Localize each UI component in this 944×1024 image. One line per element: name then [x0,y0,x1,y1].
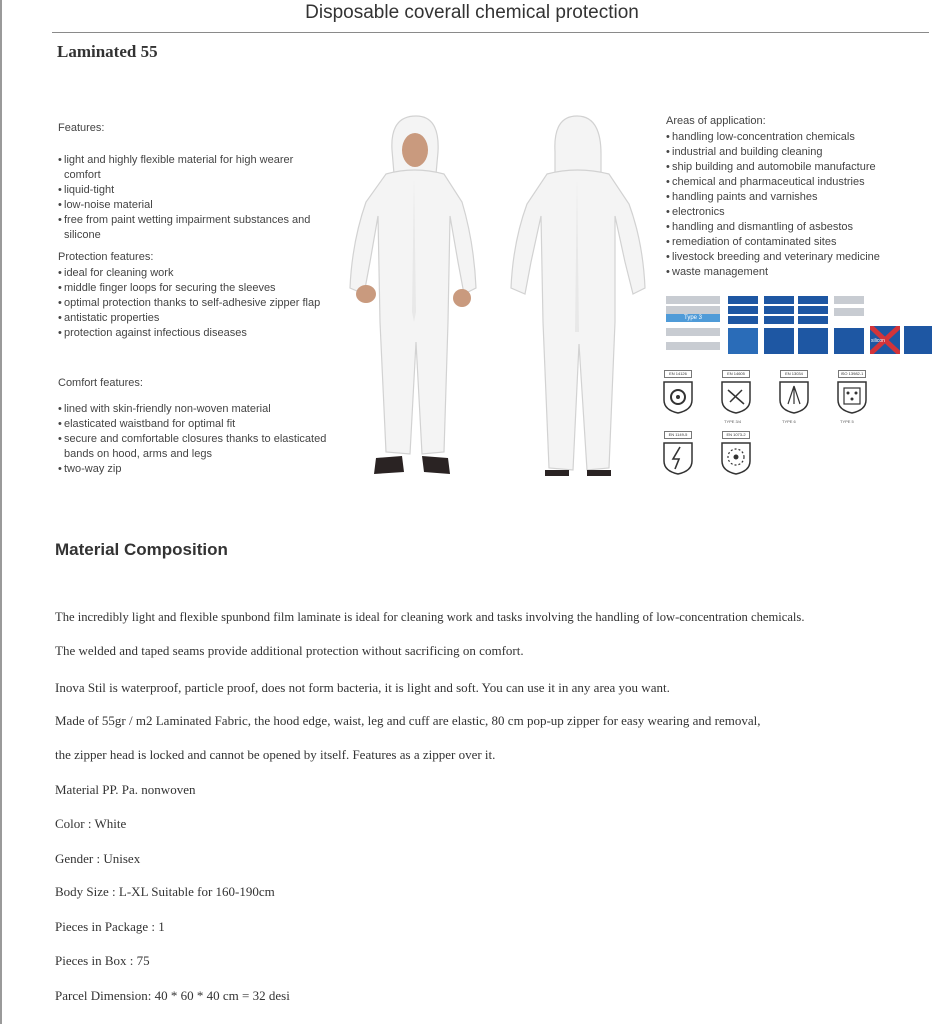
cert-type-label: TYPE 5 [840,419,854,424]
material-pieces-package: Pieces in Package : 1 [55,919,165,934]
antistatic-icon [660,441,696,475]
cert-tag: EN 1073-2 [722,431,750,439]
type-5-icon [764,296,794,354]
list-item: • optimal protection thanks to self-adhesive zipper flap [58,296,328,311]
protection-features-heading: Protection features: [58,251,154,263]
biohazard-icon [660,380,696,414]
particle-icon [834,380,870,414]
cert-tag: EN 14605 [722,370,750,378]
cert-tag: EN 14126 [664,370,692,378]
cert-badge-radioactive [718,431,754,480]
list-item: • middle finger loops for securing the sleeves [58,281,328,296]
type-4-icon [728,296,758,354]
list-item: • handling low-concentration chemicals [666,130,936,145]
material-color: Color : White [55,816,127,831]
list-item: • liquid-tight [58,183,328,198]
coverall-front-photo [340,112,484,478]
cert-badge-particle [834,370,870,419]
spray-icon [776,380,812,414]
page-title: Disposable coverall chemical protection [305,2,639,23]
cert-type-label: TYPE 6 [782,419,796,424]
liquid-jet-icon [718,380,754,414]
list-item: • two-way zip [58,462,333,477]
list-item: • ideal for cleaning work [58,266,328,281]
paint-compatibility-icon [904,326,932,354]
areas-heading: Areas of application: [666,115,766,127]
list-item: • secure and comfortable closures thanks to elasticated bands on hood, arms and legs [58,432,333,462]
silicone-free-icon [870,326,900,354]
list-item: • chemical and pharmaceutical industries [666,175,936,190]
radioactive-particle-icon [718,441,754,475]
cert-type-label: TYPE 3/4 [724,419,742,424]
protection-features-list [58,266,328,341]
type-3-label: Type 3 [666,314,720,322]
material-pieces-box: Pieces in Box : 75 [55,953,150,968]
type-3-icon [666,296,720,354]
cert-badge-spray [776,370,812,419]
list-item: • ship building and automobile manufacture [666,160,936,175]
material-parcel-dimension: Parcel Dimension: 40 * 60 * 40 cm = 32 desi [55,988,290,1003]
list-item: • electronics [666,205,936,220]
cert-badge-liquid-jet [718,370,754,419]
title-divider [52,32,929,33]
product-name: Laminated 55 [57,42,158,61]
material-line: the zipper head is locked and cannot be opened by itself. Features as a zipper over it. [55,747,496,762]
features-list [58,153,328,243]
material-gender: Gender : Unisex [55,851,141,866]
page-left-border [0,0,2,1024]
coverall-back-photo [505,112,650,478]
list-item: • livestock breeding and veterinary medicine [666,250,936,265]
list-item: • handling paints and varnishes [666,190,936,205]
type-6-icon [798,296,828,354]
features-heading: Features: [58,122,105,134]
list-item: • low-noise material [58,198,328,213]
cert-tag: EN 13034 [780,370,808,378]
protection-type-icons [666,296,932,354]
material-line: The welded and taped seams provide additional protection without sacrificing on comfort. [55,643,524,658]
cert-tag: ISO 13982-1 [838,370,866,378]
comfort-features-list [58,402,333,477]
list-item: • handling and dismantling of asbestos [666,220,936,235]
cert-badge-antistatic [660,431,696,480]
material-composition-heading: Material Composition [55,540,228,559]
areas-list [666,130,936,280]
cert-tag: EN 1149-5 [664,431,692,439]
list-item: • industrial and building cleaning [666,145,936,160]
list-item: • light and highly flexible material for high wearer comfort [58,153,328,183]
material-body-size: Body Size : L-XL Suitable for 160-190cm [55,884,275,899]
cert-badge-biohazard [660,370,696,419]
material-type: Material PP. Pa. nonwoven [55,782,196,797]
material-line: Made of 55gr / m2 Laminated Fabric, the hood edge, waist, leg and cuff are elastic, 80 cm pop-up zipper for easy wearing and removal, [55,713,761,728]
list-item: • waste management [666,265,936,280]
material-line: Inova Stil is waterproof, particle proof, does not form bacteria, it is light and soft. You can use it in any area you want. [55,680,670,695]
list-item: • lined with skin-friendly non-woven material [58,402,333,417]
material-line: The incredibly light and flexible spunbond film laminate is ideal for cleaning work and tasks involving the handling of low-concentration chemicals. [55,610,805,624]
list-item: • protection against infectious diseases [58,326,328,341]
list-item: • elasticated waistband for optimal fit [58,417,333,432]
silicone-label: silicon [871,338,885,344]
list-item: • free from paint wetting impairment substances and silicone [58,213,328,243]
list-item: • remediation of contaminated sites [666,235,936,250]
antistatic-type-icon [834,296,864,354]
comfort-features-heading: Comfort features: [58,377,143,389]
list-item: • antistatic properties [58,311,328,326]
